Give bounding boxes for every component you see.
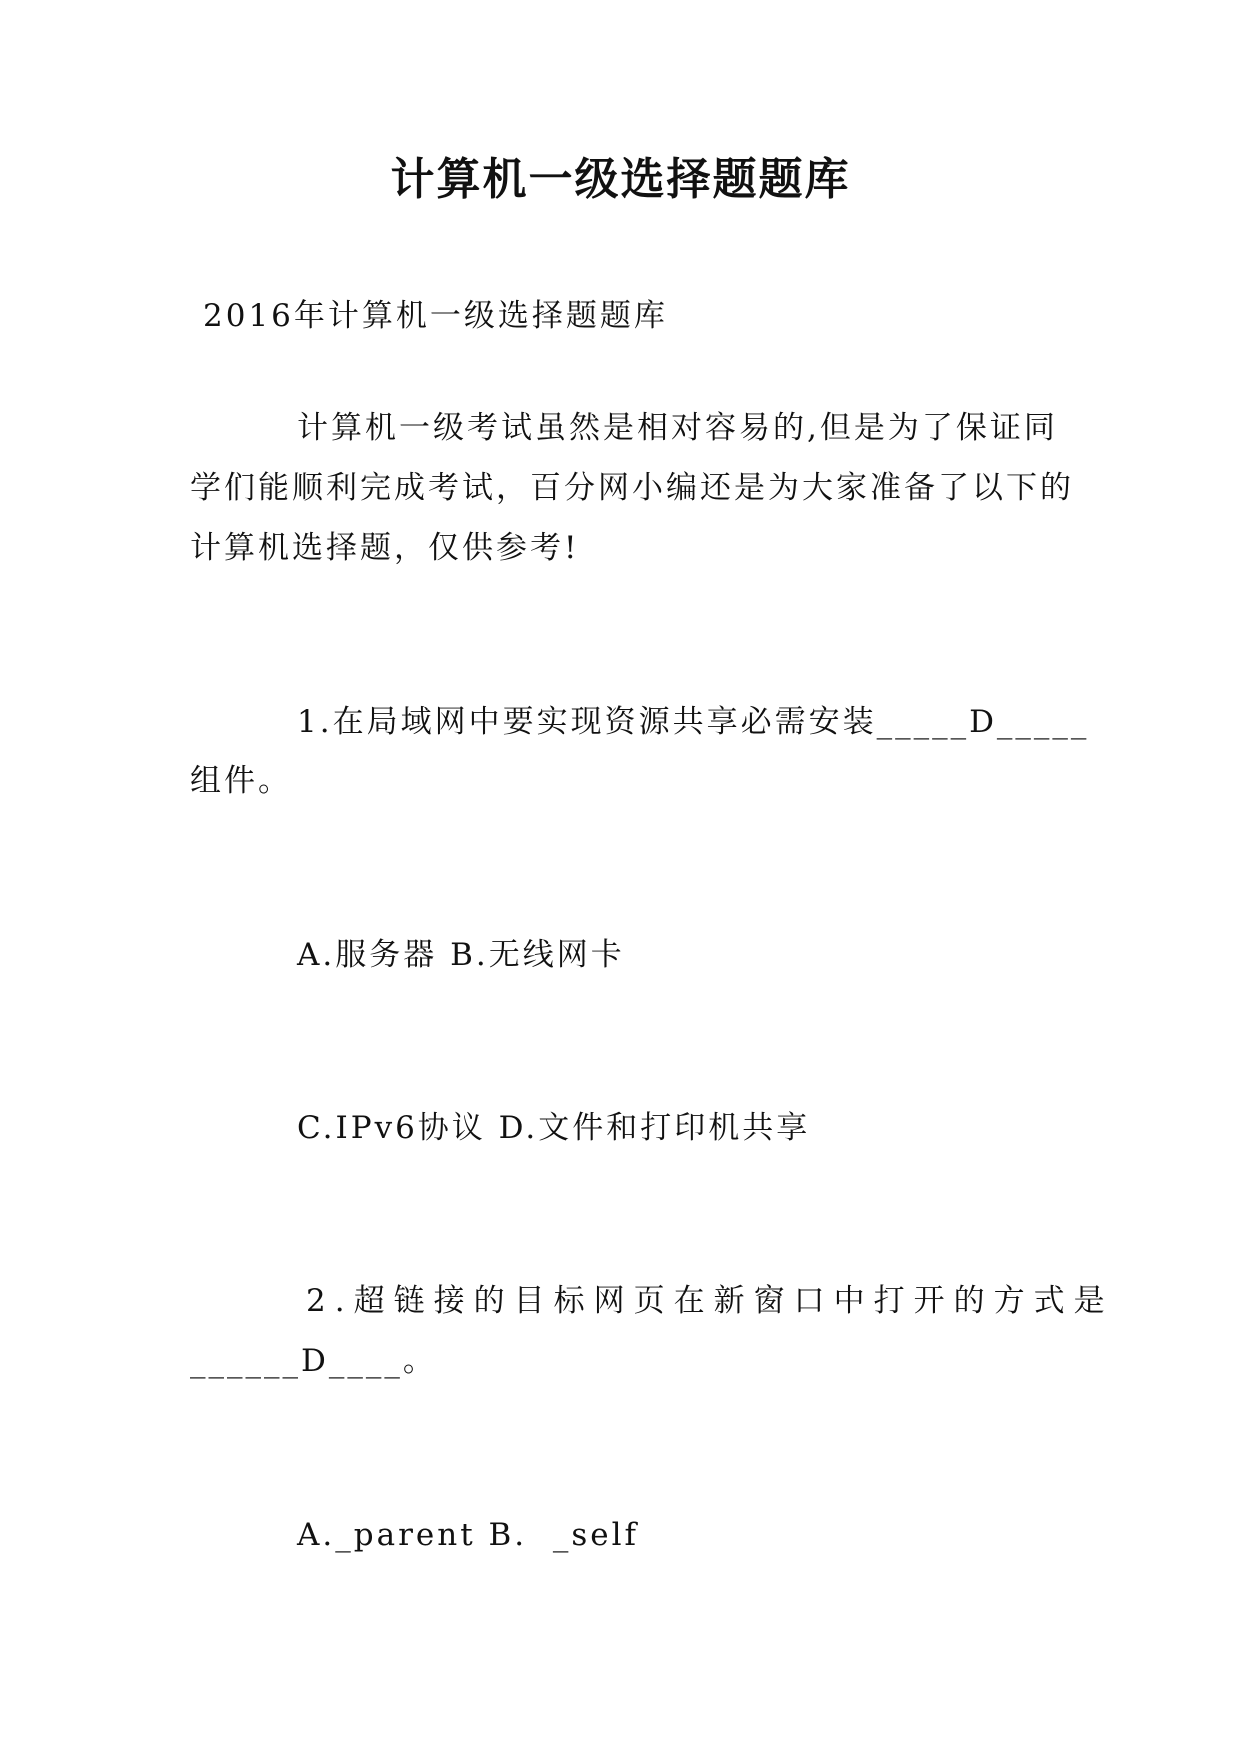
question-2-stem-line-1: 2.超链接的目标网页在新窗口中打开的方式是 xyxy=(306,1283,1114,1319)
question-1-options-line-1: A.服务器 B.无线网卡 xyxy=(297,937,625,973)
question-1-stem-line-2: 组件。 xyxy=(190,763,292,799)
page-title: 计算机一级选择题题库 xyxy=(390,154,851,205)
question-2-stem-line-2: ______D____。 xyxy=(190,1343,437,1379)
question-1-stem-line-1: 1.在局域网中要实现资源共享必需安装_____D_____ xyxy=(297,704,1090,740)
intro-line-2: 学们能顺利完成考试，百分网小编还是为大家准备了以下的 xyxy=(190,470,1074,506)
question-2-options-line-1: A._parent B. _self xyxy=(297,1517,639,1553)
intro-line-1: 计算机一级考试虽然是相对容易的,但是为了保证同 xyxy=(297,410,1058,446)
document-subtitle: 2016年计算机一级选择题题库 xyxy=(203,298,668,334)
intro-line-3: 计算机选择题，仅供参考! xyxy=(190,530,580,566)
question-1-options-line-2: C.IPv6协议 D.文件和打印机共享 xyxy=(297,1110,811,1146)
